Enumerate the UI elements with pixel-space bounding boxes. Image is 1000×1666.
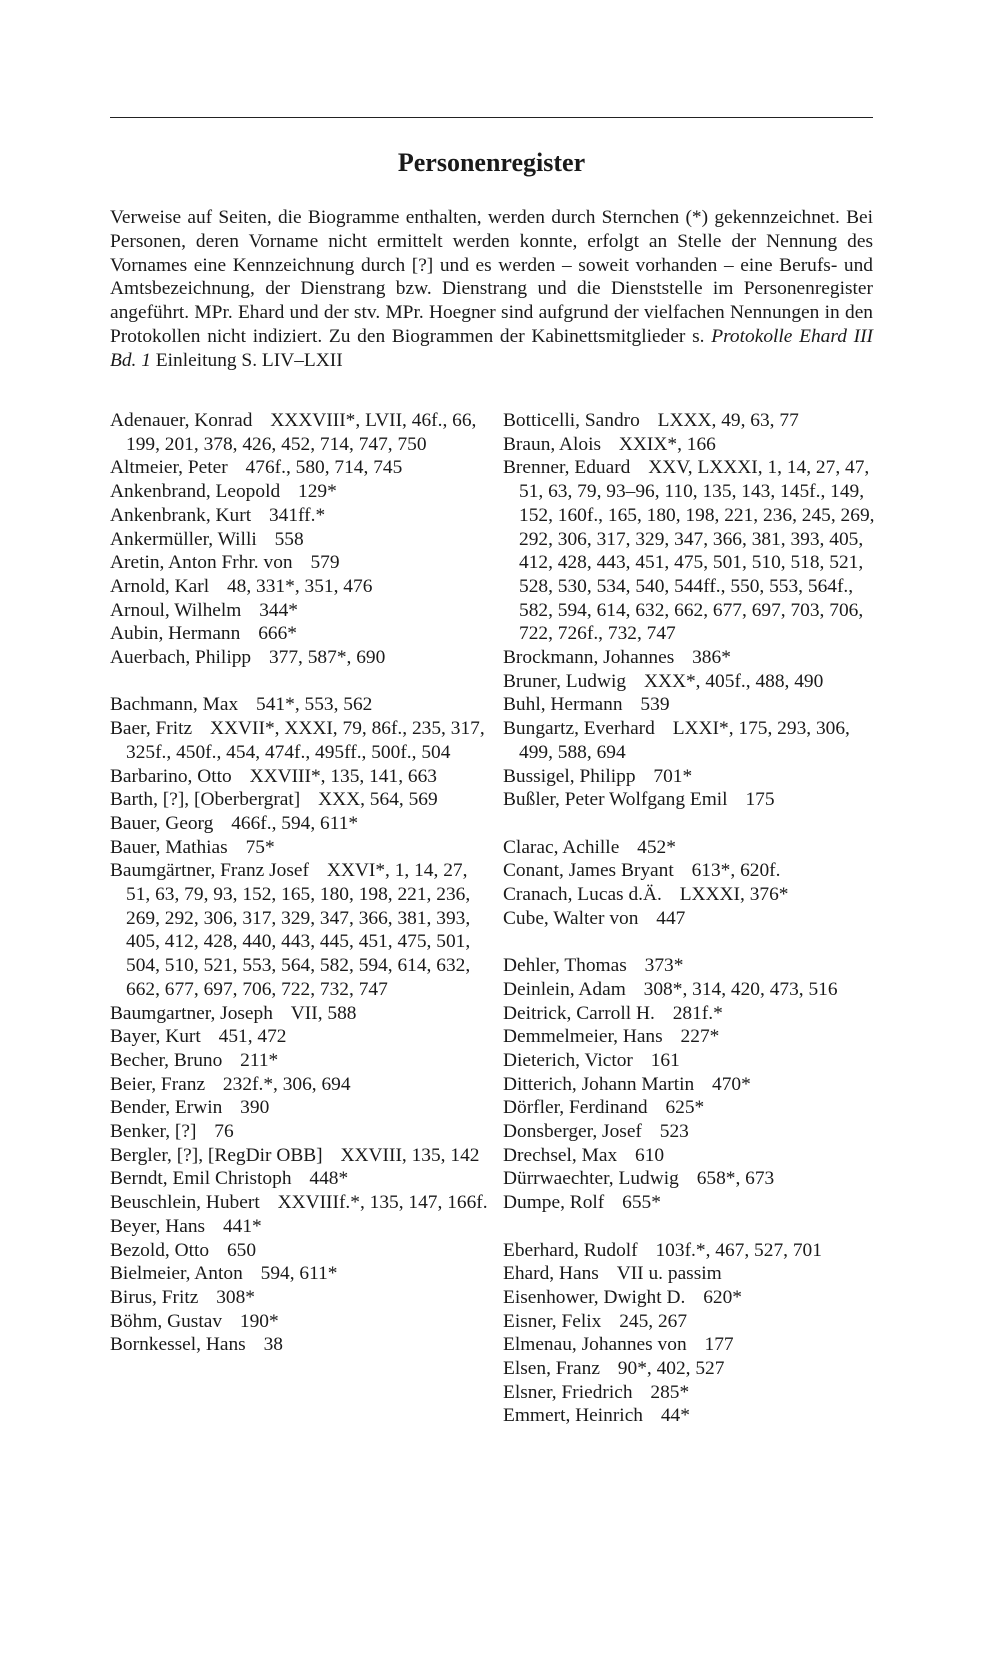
index-entry bbox=[503, 1025, 883, 1049]
entry-pages: XXXVIII*, LVII, 46f., 66, 199, 201, 378, 426, 452, 714, 747, 750 bbox=[126, 410, 477, 455]
entry-name: Elsner, Friedrich bbox=[503, 1381, 633, 1403]
index-entry bbox=[110, 717, 490, 764]
entry-name: Deinlein, Adam bbox=[503, 978, 626, 1000]
index-entry bbox=[503, 1144, 883, 1168]
entry-name: Bungartz, Everhard bbox=[503, 718, 655, 740]
entry-name: Braun, Alois bbox=[503, 433, 602, 455]
entry-pages: VII u. passim bbox=[616, 1263, 722, 1285]
entry-name: Adenauer, Konrad bbox=[110, 410, 253, 431]
index-entry bbox=[503, 646, 883, 670]
entry-pages: 386* bbox=[692, 647, 731, 669]
index-entry bbox=[503, 1096, 883, 1120]
entry-pages: 476f., 580, 714, 745 bbox=[245, 457, 403, 479]
entry-pages: 373* bbox=[644, 955, 684, 977]
entry-name: Dörfler, Ferdinand bbox=[503, 1097, 648, 1119]
entry-pages: 103f.*, 467, 527, 701 bbox=[655, 1239, 822, 1261]
entry-name: Brockmann, Johannes bbox=[503, 647, 675, 669]
entry-name: Aubin, Hermann bbox=[110, 623, 241, 645]
entry-pages: LXXX, 49, 63, 77 bbox=[657, 410, 799, 431]
entry-pages: 610 bbox=[635, 1144, 665, 1166]
entry-pages: 177 bbox=[704, 1334, 734, 1356]
entry-pages: 625* bbox=[665, 1097, 705, 1119]
entry-name: Auerbach, Philipp bbox=[110, 647, 252, 669]
entry-name: Ehard, Hans bbox=[503, 1263, 599, 1285]
entry-name: Cranach, Lucas d.Ä. bbox=[503, 884, 662, 906]
entry-name: Beier, Franz bbox=[110, 1073, 206, 1095]
entry-name: Bergler, [?], [RegDir OBB] bbox=[110, 1144, 323, 1166]
index-entry bbox=[110, 836, 490, 860]
index-entry bbox=[110, 622, 490, 646]
entry-name: Baer, Fritz bbox=[110, 718, 193, 740]
entry-name: Becher, Bruno bbox=[110, 1049, 223, 1071]
entry-name: Bußler, Peter Wolfgang Emil bbox=[503, 789, 728, 811]
entry-name: Barth, [?], [Oberbergrat] bbox=[110, 789, 301, 811]
entry-pages: XXX*, 405f., 488, 490 bbox=[643, 670, 824, 692]
entry-name: Drechsel, Max bbox=[503, 1144, 618, 1166]
entry-name: Brenner, Eduard bbox=[503, 457, 631, 479]
entry-name: Beuschlein, Hubert bbox=[110, 1192, 260, 1214]
entry-pages: XXVI*, 1, 14, 27, 51, 63, 79, 93, 152, 165, 180, 198, 221, 236, 269, 292, 306, 317, 329, 347, 366, 381, 393, 405, 412, 428, 440, 443, 445, 451, 475, 501, 504, 510, 521, 553, 564, 582, 594, 614, 632, 662, 677, 697, 706, 722, 732, 747 bbox=[126, 860, 471, 1000]
index-entry bbox=[503, 907, 883, 931]
index-entry bbox=[503, 670, 883, 694]
entry-pages: 281f.* bbox=[672, 1002, 723, 1024]
entry-pages: 245, 267 bbox=[619, 1310, 688, 1332]
entry-name: Aretin, Anton Frhr. von bbox=[110, 552, 293, 574]
entry-pages: 76 bbox=[214, 1121, 234, 1143]
index-entry bbox=[110, 1144, 490, 1168]
entry-pages: XXVIIIf.*, 135, 147, 166f. bbox=[277, 1192, 488, 1214]
entry-pages: 701* bbox=[653, 765, 693, 787]
entry-name: Demmelmeier, Hans bbox=[503, 1026, 663, 1048]
index-column-left bbox=[110, 409, 490, 1357]
entry-pages: 190* bbox=[239, 1310, 279, 1332]
index-entry bbox=[503, 883, 883, 907]
entry-name: Arnold, Karl bbox=[110, 575, 210, 597]
entry-name: Botticelli, Sandro bbox=[503, 410, 640, 431]
entry-name: Dieterich, Victor bbox=[503, 1049, 633, 1071]
entry-name: Benker, [?] bbox=[110, 1121, 197, 1143]
page-title: Personenregister bbox=[397, 148, 586, 177]
intro-tail: Einleitung S. LIV–LXII bbox=[155, 349, 343, 371]
entry-pages: LXXXI, 376* bbox=[679, 884, 789, 906]
entry-pages: 344* bbox=[259, 599, 298, 621]
index-entry bbox=[110, 1025, 490, 1049]
entry-pages: 44* bbox=[660, 1405, 690, 1427]
entry-pages: LXXI*, 175, 293, 306, 499, 588, 694 bbox=[519, 718, 850, 763]
entry-pages: 613*, 620f. bbox=[691, 860, 781, 882]
entry-pages: 579 bbox=[310, 552, 340, 574]
entry-name: Ankenbrank, Kurt bbox=[110, 504, 252, 526]
entry-name: Eberhard, Rudolf bbox=[503, 1239, 638, 1261]
entry-pages: 594, 611* bbox=[260, 1263, 338, 1285]
entry-name: Bayer, Kurt bbox=[110, 1026, 201, 1048]
index-entry bbox=[503, 1333, 883, 1357]
entry-pages: 232f.*, 306, 694 bbox=[222, 1073, 351, 1095]
entry-name: Eisenhower, Dwight D. bbox=[503, 1286, 686, 1308]
index-entry bbox=[110, 859, 490, 1001]
index-entry bbox=[503, 1002, 883, 1026]
entry-name: Böhm, Gustav bbox=[110, 1310, 223, 1332]
index-entry bbox=[503, 1239, 883, 1263]
entry-name: Bezold, Otto bbox=[110, 1239, 210, 1261]
entry-name: Bachmann, Max bbox=[110, 694, 239, 716]
entry-pages: 441* bbox=[222, 1215, 262, 1237]
entry-pages: 650 bbox=[226, 1239, 257, 1261]
entry-pages: 377, 587*, 690 bbox=[268, 647, 386, 669]
entry-name: Dumpe, Rolf bbox=[503, 1192, 605, 1214]
index-entry bbox=[503, 409, 883, 433]
entry-name: Bauer, Mathias bbox=[110, 836, 228, 858]
index-entry bbox=[503, 433, 883, 457]
index-entry bbox=[110, 409, 490, 456]
entry-name: Bielmeier, Anton bbox=[110, 1263, 243, 1285]
entry-pages: 341ff.* bbox=[268, 504, 326, 526]
entry-pages: XXIX*, 166 bbox=[618, 433, 716, 455]
entry-pages: 285* bbox=[650, 1381, 690, 1403]
index-entry bbox=[110, 765, 490, 789]
entry-name: Baumgärtner, Franz Josef bbox=[110, 860, 309, 882]
index-entry bbox=[503, 978, 883, 1002]
entry-pages: 447 bbox=[656, 907, 686, 929]
index-entry bbox=[503, 1381, 883, 1405]
entry-name: Arnoul, Wilhelm bbox=[110, 599, 242, 621]
entry-name: Berndt, Emil Christoph bbox=[110, 1168, 292, 1190]
entry-pages: 308*, 314, 420, 473, 516 bbox=[643, 978, 838, 1000]
entry-name: Ditterich, Johann Martin bbox=[503, 1073, 695, 1095]
entry-pages: 90*, 402, 527 bbox=[617, 1358, 725, 1380]
index-entry bbox=[110, 693, 490, 717]
entry-pages: XXVIII, 135, 142 bbox=[340, 1144, 480, 1166]
index-entry bbox=[503, 1167, 883, 1191]
entry-name: Deitrick, Carroll H. bbox=[503, 1002, 655, 1024]
intro-reference: Protokolle Ehard III Bd. 1 bbox=[110, 325, 873, 371]
entry-name: Cube, Walter von bbox=[503, 907, 639, 929]
entry-pages: 541*, 553, 562 bbox=[256, 694, 373, 716]
entry-name: Donsberger, Josef bbox=[503, 1121, 642, 1143]
index-entry bbox=[110, 480, 490, 504]
index-entry bbox=[110, 1120, 490, 1144]
index-entry bbox=[503, 717, 883, 764]
index-entry bbox=[503, 1049, 883, 1073]
entry-pages: 558 bbox=[274, 528, 304, 550]
entry-pages: VII, 588 bbox=[290, 1002, 357, 1024]
entry-name: Bussigel, Philipp bbox=[503, 765, 636, 787]
entry-pages: 48, 331*, 351, 476 bbox=[226, 575, 373, 597]
index-entry bbox=[110, 646, 490, 670]
entry-pages: XXV, LXXXI, 1, 14, 27, 47, 51, 63, 79, 93–96, 110, 135, 143, 145f., 149, 152, 160f., 165, 180, 198, 221, 236, 245, 269, 292, 306, 317, 329, 347, 366, 381, 393, 405, 412, 428, 443, 451, 475, 501, 510, 518, 521, 528, 530, 534, 540, 544ff., 550, 553, 564f., 582, 594, 614, 632, 662, 677, 697, 703, 706, 722, 726f., 732, 747 bbox=[519, 457, 875, 645]
entry-name: Ankenbrand, Leopold bbox=[110, 481, 281, 503]
index-entry bbox=[503, 1357, 883, 1381]
entry-name: Bornkessel, Hans bbox=[110, 1334, 246, 1356]
entry-pages: 75* bbox=[245, 836, 275, 858]
index-entry bbox=[110, 1191, 490, 1215]
index-entry bbox=[110, 528, 490, 552]
index-entry bbox=[503, 954, 883, 978]
index-entry bbox=[503, 1073, 883, 1097]
index-entry bbox=[110, 599, 490, 623]
entry-pages: 466f., 594, 611* bbox=[231, 812, 359, 834]
entry-name: Altmeier, Peter bbox=[110, 457, 228, 479]
index-entry bbox=[110, 1333, 490, 1357]
header-rule bbox=[110, 117, 873, 118]
index-entry bbox=[110, 456, 490, 480]
index-entry bbox=[503, 1191, 883, 1215]
index-entry bbox=[110, 1167, 490, 1191]
index-entry bbox=[503, 456, 883, 646]
entry-pages: 129* bbox=[298, 481, 337, 503]
entry-pages: XXVII*, XXXI, 79, 86f., 235, 317, 325f., 450f., 454, 474f., 495ff., 500f., 504 bbox=[126, 718, 485, 763]
entry-pages: 451, 472 bbox=[218, 1026, 287, 1048]
index-column-right bbox=[503, 409, 883, 1428]
entry-name: Dehler, Thomas bbox=[503, 955, 627, 977]
index-entry bbox=[503, 836, 883, 860]
index-entry bbox=[110, 1002, 490, 1026]
intro-text: Verweise auf Seiten, die Biogramme enthalten, werden durch Sternchen (*) gekennzeichnet. Bei Personen, deren Vorname nicht ermittelt werden konnte, erfolgt an Stelle der Nennung des Vornames eine Kennzeichnung durch [?] und es werden – soweit vorhanden – eine Berufs- und Amtsbezeichnung, der Dienstrang bzw. Dienstrang und die Dienststelle im Personenregister angeführt. MPr. Ehard und der stv. MPr. Hoegner sind aufgrund der vielfachen Nennungen in den Protokollen nicht indiziert. Zu den Biogrammen der Kabinettsmitglieder s. bbox=[110, 207, 873, 347]
index-entry bbox=[110, 1073, 490, 1097]
entry-pages: 523 bbox=[659, 1121, 689, 1143]
entry-name: Elsen, Franz bbox=[503, 1358, 600, 1380]
intro-paragraph bbox=[110, 206, 873, 373]
index-entry bbox=[110, 504, 490, 528]
entry-name: Dürrwaechter, Ludwig bbox=[503, 1168, 679, 1190]
entry-name: Bauer, Georg bbox=[110, 812, 214, 834]
entry-pages: 452* bbox=[637, 836, 676, 858]
index-entry bbox=[503, 1310, 883, 1334]
entry-pages: 308* bbox=[216, 1287, 255, 1308]
entry-name: Eisner, Felix bbox=[503, 1310, 602, 1332]
entry-name: Bender, Erwin bbox=[110, 1097, 223, 1119]
index-entry bbox=[110, 1310, 490, 1334]
index-entry bbox=[110, 1239, 490, 1263]
index-entry bbox=[110, 788, 490, 812]
entry-pages: 655* bbox=[622, 1192, 661, 1214]
entry-name: Baumgartner, Joseph bbox=[110, 1002, 273, 1024]
entry-name: Conant, James Bryant bbox=[503, 860, 674, 882]
entry-pages: 227* bbox=[680, 1026, 720, 1048]
index-entry bbox=[503, 693, 883, 717]
index-entry bbox=[503, 1404, 883, 1428]
index-entry bbox=[503, 1262, 883, 1286]
entry-pages: 38 bbox=[263, 1334, 283, 1356]
entry-pages: 175 bbox=[745, 789, 775, 811]
entry-name: Buhl, Hermann bbox=[503, 694, 623, 716]
entry-name: Ankermüller, Willi bbox=[110, 528, 257, 550]
entry-pages: 448* bbox=[309, 1168, 349, 1190]
index-entry bbox=[110, 1262, 490, 1286]
index-entry bbox=[503, 788, 883, 812]
entry-pages: XXX, 564, 569 bbox=[318, 789, 438, 811]
entry-pages: 666* bbox=[258, 623, 297, 645]
entry-name: Birus, Fritz bbox=[110, 1287, 199, 1308]
index-entry bbox=[110, 1286, 490, 1310]
index-entry bbox=[503, 1286, 883, 1310]
index-entry bbox=[110, 1096, 490, 1120]
entry-pages: 211* bbox=[240, 1049, 279, 1071]
entry-pages: 161 bbox=[650, 1049, 680, 1071]
entry-pages: 620* bbox=[703, 1286, 742, 1308]
entry-name: Clarac, Achille bbox=[503, 836, 620, 858]
entry-pages: 658*, 673 bbox=[696, 1168, 775, 1190]
entry-name: Elmenau, Johannes von bbox=[503, 1334, 687, 1356]
entry-pages: 470* bbox=[712, 1073, 751, 1095]
index-entry bbox=[110, 1049, 490, 1073]
index-entry bbox=[503, 765, 883, 789]
index-entry bbox=[110, 575, 490, 599]
entry-name: Bruner, Ludwig bbox=[503, 670, 627, 692]
entry-name: Beyer, Hans bbox=[110, 1215, 206, 1237]
entry-pages: XXVIII*, 135, 141, 663 bbox=[249, 765, 437, 787]
index-entry bbox=[110, 551, 490, 575]
index-entry bbox=[503, 859, 883, 883]
index-entry bbox=[503, 1120, 883, 1144]
index-entry bbox=[110, 812, 490, 836]
index-entry bbox=[110, 1215, 490, 1239]
entry-pages: 390 bbox=[240, 1097, 270, 1119]
entry-name: Barbarino, Otto bbox=[110, 765, 232, 787]
entry-pages: 539 bbox=[640, 694, 670, 716]
entry-name: Emmert, Heinrich bbox=[503, 1405, 643, 1427]
